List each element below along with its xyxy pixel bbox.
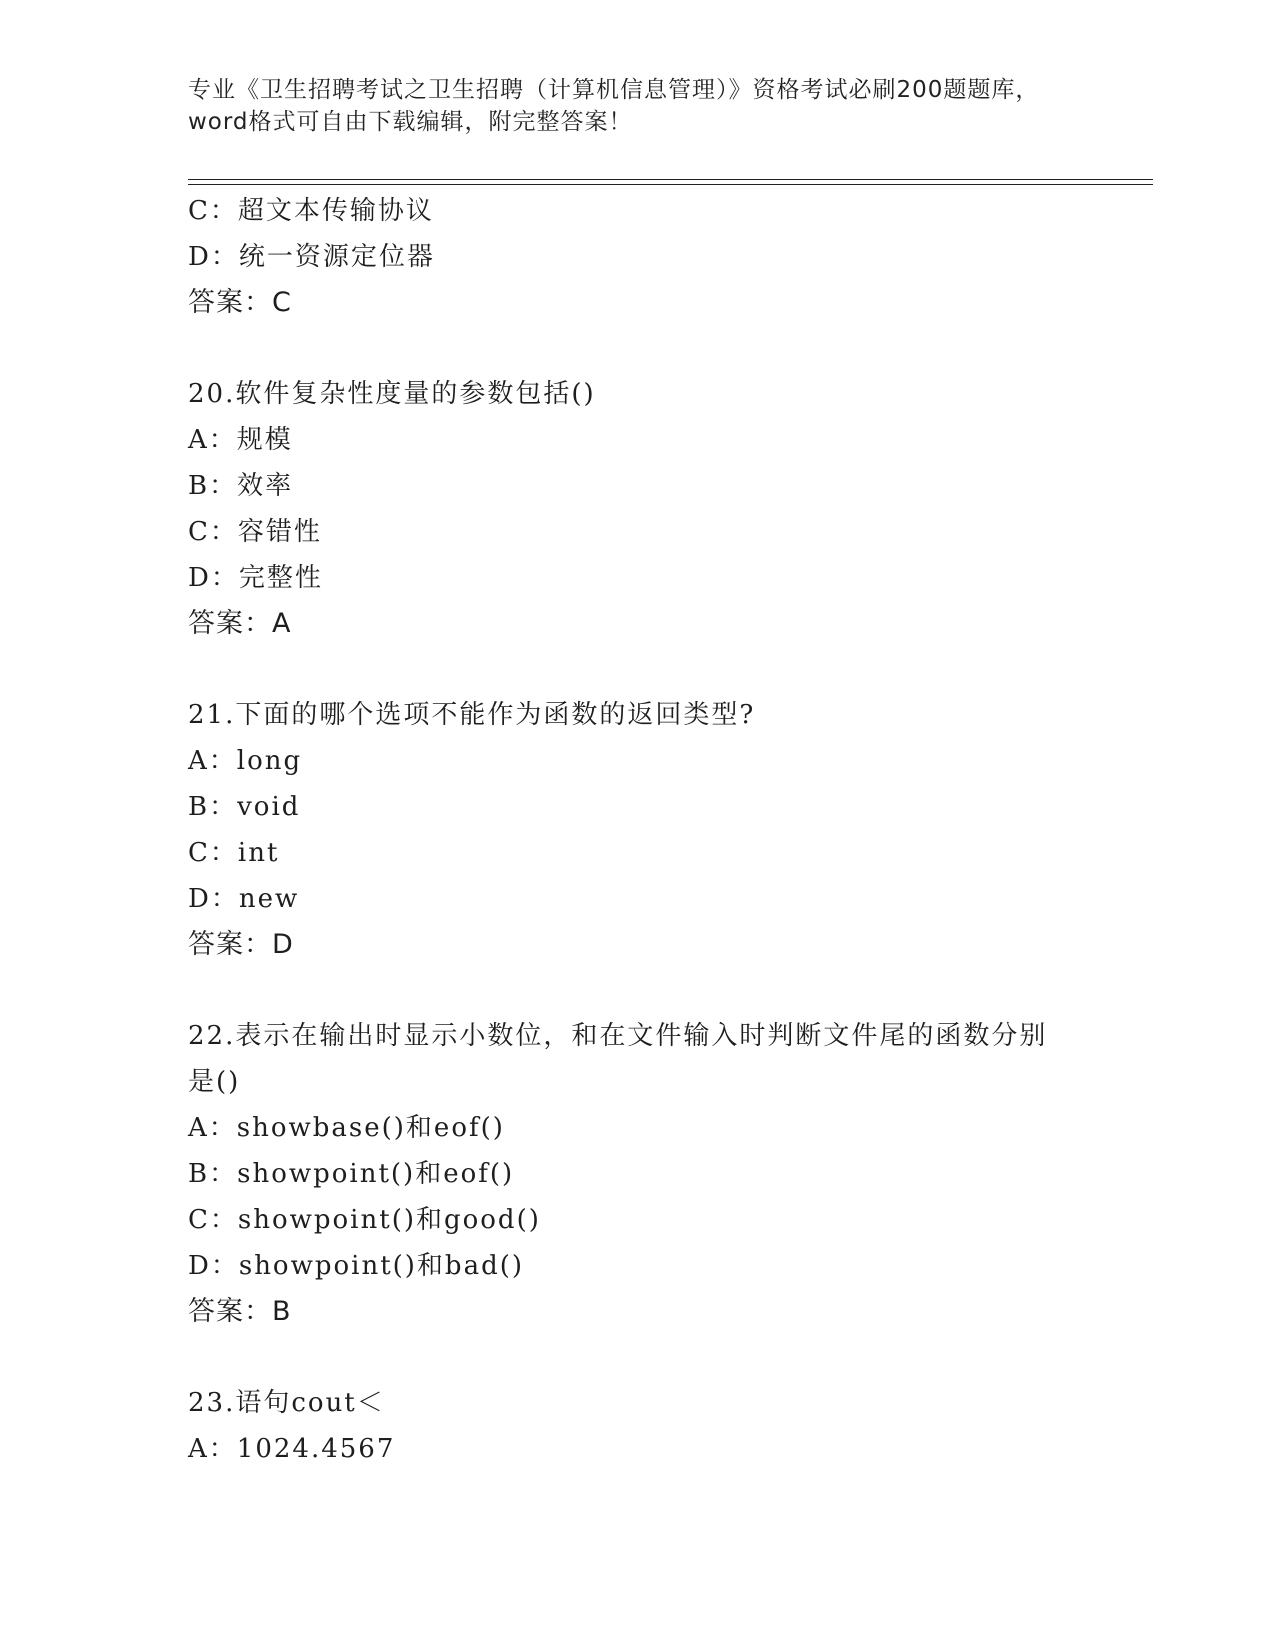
q21-option-b: B：void bbox=[188, 792, 301, 822]
q22-answer: 答案：B bbox=[188, 1296, 292, 1327]
header-title-line1: 专业《卫生招聘考试之卫生招聘（计算机信息管理）》资格考试必刷200题题库， bbox=[188, 77, 1040, 103]
q19-option-c: C：超文本传输协议 bbox=[188, 196, 434, 226]
q22-question-line2: 是() bbox=[188, 1067, 241, 1097]
q22-option-c: C：showpoint()和good() bbox=[188, 1205, 541, 1235]
document-header bbox=[188, 74, 1088, 138]
q22-question-line1: 22.表示在输出时显示小数位，和在文件输入时判断文件尾的函数分别 bbox=[188, 1021, 1048, 1051]
q21-option-d: D：new bbox=[188, 884, 300, 914]
q19-answer: 答案：C bbox=[188, 287, 292, 318]
header-rule-bottom bbox=[188, 184, 1153, 185]
q20-answer: 答案：A bbox=[188, 608, 292, 639]
spacer bbox=[188, 326, 1088, 371]
q20-option-c: C：容错性 bbox=[188, 517, 322, 547]
q21-option-a: A：long bbox=[188, 746, 303, 776]
spacer bbox=[188, 1335, 1088, 1380]
q22-option-a: A：showbase()和eof() bbox=[188, 1113, 505, 1143]
q20-option-b: B：效率 bbox=[188, 471, 294, 501]
q22-option-d: D：showpoint()和bad() bbox=[188, 1251, 525, 1281]
q20-option-a: A：规模 bbox=[188, 425, 293, 455]
q23-option-a: A：1024.4567 bbox=[188, 1434, 396, 1464]
q23-question: 23.语句cout＜ bbox=[188, 1388, 385, 1418]
q19-option-d: D：统一资源定位器 bbox=[188, 242, 435, 272]
q20-option-d: D：完整性 bbox=[188, 563, 323, 593]
q20-question: 20.软件复杂性度量的参数包括() bbox=[188, 379, 596, 409]
header-rule-top bbox=[188, 179, 1153, 180]
q21-question: 21.下面的哪个选项不能作为函数的返回类型? bbox=[188, 700, 756, 730]
q21-option-c: C：int bbox=[188, 838, 280, 868]
header-title-line2: word格式可自由下载编辑，附完整答案！ bbox=[188, 109, 633, 135]
spacer bbox=[188, 968, 1088, 1013]
spacer bbox=[188, 647, 1088, 692]
q22-option-b: B：showpoint()和eof() bbox=[188, 1159, 515, 1189]
q21-answer: 答案：D bbox=[188, 929, 294, 960]
question-list bbox=[188, 188, 1088, 1472]
